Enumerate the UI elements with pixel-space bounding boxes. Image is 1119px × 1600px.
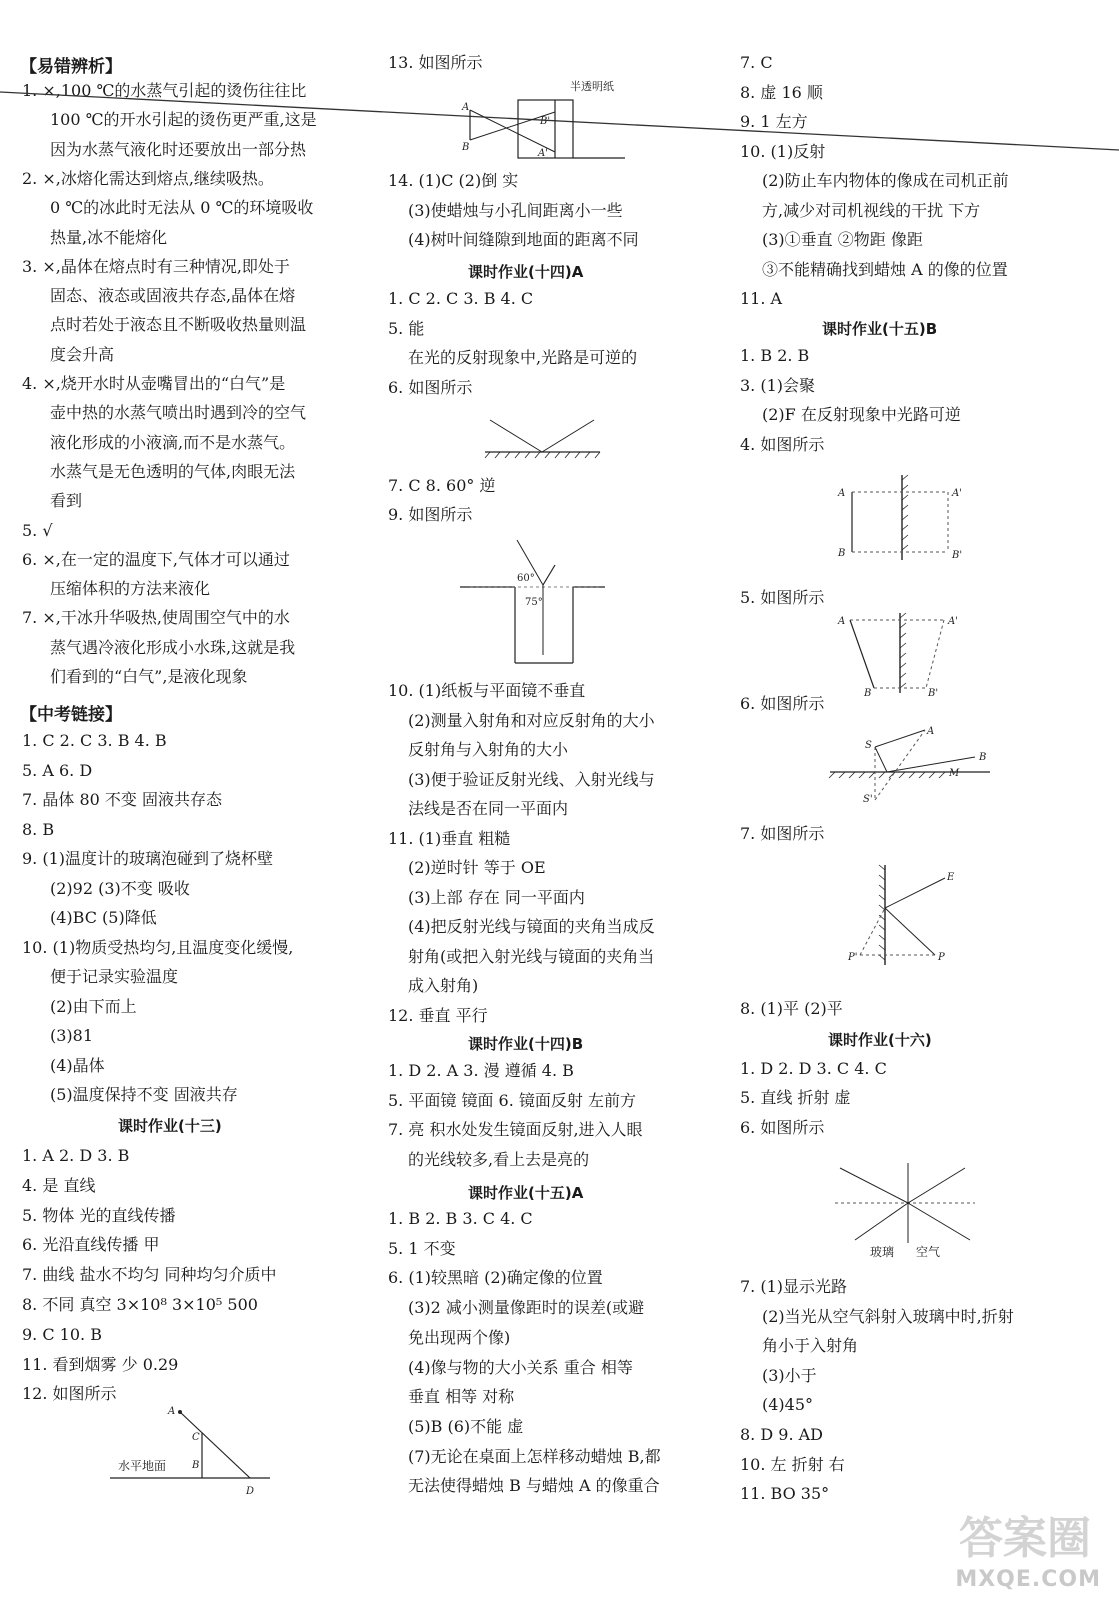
fig4-label-a2: A' <box>952 488 962 499</box>
answer-line: 5. 如图所示 <box>740 588 825 607</box>
answer-line: 4. 是 直线 <box>22 1175 96 1195</box>
answer-line: 看到 <box>50 491 83 511</box>
answer-line: (4)像与物的大小关系 重合 相等 <box>408 1357 633 1377</box>
answer-line: 11. (1)垂直 粗糙 <box>388 828 511 848</box>
fig5-label-b2: B' <box>928 688 939 698</box>
figure-6-source <box>825 722 1000 807</box>
answer-line: (4)树叶间缝隙到地面的距离不同 <box>408 230 639 249</box>
answer-line: 免出现两个像) <box>408 1327 511 1347</box>
answer-line: 反射角与入射角的大小 <box>408 740 569 759</box>
answer-line: (2)防止车内物体的像成在司机正前 <box>762 171 1009 190</box>
answer-line: 5. √ <box>22 520 53 540</box>
answer-line: 11. BO 35° <box>740 1484 830 1504</box>
answer-line: (3)①垂直 ②物距 像距 <box>762 230 923 249</box>
answer-line: (3)上部 存在 同一平面内 <box>408 887 585 907</box>
answer-line: 11. 看到烟雾 少 0.29 <box>22 1354 179 1374</box>
answer-line: 们看到的“白气”,是液化现象 <box>50 667 248 686</box>
answer-line: 无法使得蜡烛 B 与蜡烛 A 的像重合 <box>408 1476 660 1496</box>
answer-line: 射角(或把入射光线与镜面的夹角当 <box>408 946 655 966</box>
section-15a-title: 课时作业(十五)A <box>468 1184 584 1202</box>
answer-line: 5. 平面镜 镜面 6. 镜面反射 左前方 <box>388 1090 636 1110</box>
answer-line: (3)使蜡烛与小孔间距离小一些 <box>408 200 623 220</box>
answer-line: 3. (1)会聚 <box>740 375 816 395</box>
answer-line: 9. C 10. B <box>22 1324 102 1344</box>
fig7-label-p: P <box>938 952 945 963</box>
answer-line: (4)把反射光线与镜面的夹角当成反 <box>408 917 655 936</box>
fig6-label-a: A <box>927 726 935 737</box>
answer-line: 点时若处于液态且不断吸收热量则温 <box>50 315 307 335</box>
fig6b-glass-label: 玻璃 <box>870 1245 895 1259</box>
answer-line: 8. (1)平 (2)平 <box>740 999 843 1018</box>
section-14b-title: 课时作业(十四)B <box>468 1035 584 1053</box>
fig4-label-b2: B' <box>952 550 963 561</box>
answer-line: 5. 1 不变 <box>388 1238 456 1258</box>
answer-line: (2)F 在反射现象中光路可逆 <box>762 405 961 424</box>
answer-line: (7)无论在桌面上怎样移动蜡烛 B,都 <box>408 1446 661 1466</box>
figure-6-reflection <box>480 412 610 462</box>
fig9-angle-60: 60° <box>517 573 535 584</box>
answer-line: 8. 虚 16 顺 <box>740 82 823 102</box>
answer-line: 1. C 2. C 3. B 4. B <box>22 731 167 750</box>
answer-line: 蒸气遇冷液化形成小水珠,这就是我 <box>50 637 296 657</box>
fig12-label-a: A <box>168 1406 176 1417</box>
answer-line: (5)B (6)不能 虚 <box>408 1416 524 1436</box>
answer-line: (3)便于验证反射光线、入射光线与 <box>408 769 655 789</box>
figure-7-mirror <box>840 860 970 970</box>
answer-line: 6. (1)较黑暗 (2)确定像的位置 <box>388 1268 603 1288</box>
answer-line: (4)晶体 <box>50 1055 105 1075</box>
fig6-label-m: M <box>949 768 960 779</box>
watermark-logo: 答案圈 <box>959 1513 1091 1564</box>
answer-line: 7. 如图所示 <box>740 824 825 843</box>
answer-line: 1. B 2. B <box>740 346 810 365</box>
answer-line: 6. 如图所示 <box>740 1117 825 1137</box>
header-exam-link: 【中考链接】 <box>20 705 122 725</box>
answer-line: 8. B <box>22 819 55 839</box>
answer-line: (3)小于 <box>762 1365 817 1385</box>
answer-line: 1. D 2. D 3. C 4. C <box>740 1059 887 1078</box>
fig4-label-a: A <box>838 488 846 499</box>
figure-12 <box>110 1400 280 1500</box>
answer-line: 7. C <box>740 53 773 72</box>
answer-line: (2)92 (3)不变 吸收 <box>50 878 190 898</box>
answer-line: 9. (1)温度计的玻璃泡碰到了烧杯壁 <box>22 849 274 868</box>
fig7-label-e: E <box>947 872 955 883</box>
answer-line: 12. 如图所示 <box>22 1384 117 1404</box>
fig5-label-b: B <box>864 688 872 698</box>
answer-line: 1. D 2. A 3. 漫 遵循 4. B <box>388 1061 574 1080</box>
fig6-label-s: S <box>865 740 872 751</box>
answer-line: 9. 1 左方 <box>740 112 808 131</box>
answer-line: 5. 能 <box>388 318 425 338</box>
answer-line: 10. 左 折射 右 <box>740 1454 845 1474</box>
fig6b-air-label: 空气 <box>916 1245 941 1259</box>
figure-4-mirror <box>830 470 980 565</box>
answer-line: 6. 如图所示 <box>740 694 825 713</box>
section-13-title: 课时作业(十三) <box>118 1117 222 1135</box>
answer-line: 壶中热的水蒸气喷出时遇到冷的空气 <box>50 403 307 423</box>
answer-line: 法线是否在同一平面内 <box>408 799 569 818</box>
fig12-label-c: C <box>192 1432 200 1443</box>
answer-line: 度会升高 <box>50 344 115 364</box>
answer-line: 因为水蒸气液化时还要放出一部分热 <box>50 139 307 159</box>
answer-line: 5. A 6. D <box>22 760 93 780</box>
answer-line: 1. A 2. D 3. B <box>22 1146 130 1165</box>
answer-line: 7. 亮 积水处发生镜面反射,进入人眼 <box>388 1120 643 1139</box>
figure-13 <box>460 80 630 165</box>
answer-line: 7. C 8. 60° 逆 <box>388 476 496 495</box>
answer-line: 11. A <box>740 289 783 308</box>
answer-line: 12. 垂直 平行 <box>388 1005 488 1025</box>
answer-line: 13. 如图所示 <box>388 53 483 72</box>
fig13-paper-label: 半透明纸 <box>570 80 614 93</box>
fig12-label-b: B <box>192 1460 200 1471</box>
answer-line: 7. 曲线 盐水不均匀 同种均匀介质中 <box>22 1265 277 1285</box>
figure-9-well <box>455 535 615 670</box>
figure-6-refraction <box>830 1158 980 1263</box>
answer-line: (2)逆时针 等于 OE <box>408 858 546 877</box>
answer-line: 1. B 2. B 3. C 4. C <box>388 1209 533 1228</box>
answer-line: 8. 不同 真空 3×10⁸ 3×10⁵ 500 <box>22 1295 258 1314</box>
answer-line: 垂直 相等 对称 <box>408 1387 515 1407</box>
answer-line: 10. (1)纸板与平面镜不垂直 <box>388 681 586 700</box>
answer-line: 6. 光沿直线传播 甲 <box>22 1235 160 1255</box>
figure-5-mirror <box>830 608 980 698</box>
answer-line: (4)BC (5)降低 <box>50 908 157 927</box>
fig6-label-s2: S' <box>863 794 873 805</box>
answer-line: 便于记录实验温度 <box>50 967 179 986</box>
answer-line: 成入射角) <box>408 976 479 995</box>
answer-line: 7. (1)显示光路 <box>740 1277 848 1296</box>
answer-line: 6. ×,在一定的温度下,气体才可以通过 <box>22 549 290 569</box>
fig13-label-a: A <box>462 102 470 113</box>
answer-line: (2)测量入射角和对应反射角的大小 <box>408 710 655 730</box>
answer-line: 8. D 9. AD <box>740 1425 823 1444</box>
fig7-label-p2: P' <box>848 952 858 963</box>
answer-line: 液化形成的小液滴,而不是水蒸气。 <box>50 432 296 452</box>
answer-line: 5. 物体 光的直线传播 <box>22 1205 176 1225</box>
fig13-label-a2: A' <box>538 148 548 159</box>
fig4-label-b: B <box>838 548 846 559</box>
header-easy-mistakes: 【易错辨析】 <box>20 57 122 77</box>
answer-line: 在光的反射现象中,光路是可逆的 <box>408 348 638 367</box>
answer-line: 4. ×,烧开水时从壶嘴冒出的“白气”是 <box>22 374 286 393</box>
answer-line: 热量,冰不能熔化 <box>50 227 168 247</box>
fig13-label-b: B <box>462 142 470 153</box>
answer-line: 1. C 2. C 3. B 4. C <box>388 289 534 308</box>
fig6-label-b: B <box>979 752 987 763</box>
answer-line: (2)由下而上 <box>50 996 137 1016</box>
answer-line: 14. (1)C (2)倒 实 <box>388 171 519 190</box>
answer-line: 方,减少对司机视线的干扰 下方 <box>762 200 981 220</box>
answer-line: 1. ×,100 ℃的水蒸气引起的烫伤往往比 <box>22 81 307 100</box>
answer-line: 4. 如图所示 <box>740 434 825 454</box>
answer-line: 7. 晶体 80 不变 固液共存态 <box>22 790 222 809</box>
section-14a-title: 课时作业(十四)A <box>468 263 584 281</box>
answer-line: 10. (1)反射 <box>740 141 826 161</box>
answer-line: 固态、液态或固液共存态,晶体在熔 <box>50 286 296 306</box>
answer-line: 的光线较多,看上去是亮的 <box>408 1149 590 1169</box>
answer-line: 水蒸气是无色透明的气体,肉眼无法 <box>50 461 296 481</box>
answer-line: (3)2 减小测量像距时的误差(或避 <box>408 1298 645 1318</box>
answer-line: 角小于入射角 <box>762 1336 859 1356</box>
answer-line: 10. (1)物质受热均匀,且温度变化缓慢, <box>22 937 294 957</box>
answer-line: 100 ℃的开水引起的烫伤更严重,这是 <box>50 110 317 130</box>
answer-line: 2. ×,冰熔化需达到熔点,继续吸热。 <box>22 168 274 188</box>
answer-line: 压缩体积的方法来液化 <box>50 579 211 599</box>
answer-line: ③不能精确找到蜡烛 A 的像的位置 <box>762 259 1008 279</box>
answer-line: 5. 直线 折射 虚 <box>740 1088 851 1108</box>
section-15b-title: 课时作业(十五)B <box>822 320 938 338</box>
answer-line: (3)81 <box>50 1026 94 1045</box>
fig13-label-b2: B' <box>540 116 551 127</box>
answer-line: (5)温度保持不变 固液共存 <box>50 1085 238 1104</box>
answer-line: 3. ×,晶体在熔点时有三种情况,即处于 <box>22 256 290 276</box>
answer-line: (2)当光从空气斜射入玻璃中时,折射 <box>762 1306 1014 1326</box>
answer-line: (4)45° <box>762 1395 814 1415</box>
watermark-url: MXQE.COM <box>955 1567 1101 1592</box>
fig5-label-a: A <box>838 616 846 627</box>
answer-line: 0 ℃的冰此时无法从 0 ℃的环境吸收 <box>50 198 314 218</box>
fig9-angle-75: 75° <box>525 597 543 608</box>
answer-line: 7. ×,干冰升华吸热,使周围空气中的水 <box>22 608 290 628</box>
fig12-ground-label: 水平地面 <box>118 1459 167 1473</box>
answer-line: 9. 如图所示 <box>388 505 473 524</box>
answer-line: 6. 如图所示 <box>388 377 473 397</box>
section-16-title: 课时作业(十六) <box>828 1031 932 1049</box>
fig12-label-d: D <box>246 1486 255 1497</box>
fig5-label-a2: A' <box>948 616 958 627</box>
